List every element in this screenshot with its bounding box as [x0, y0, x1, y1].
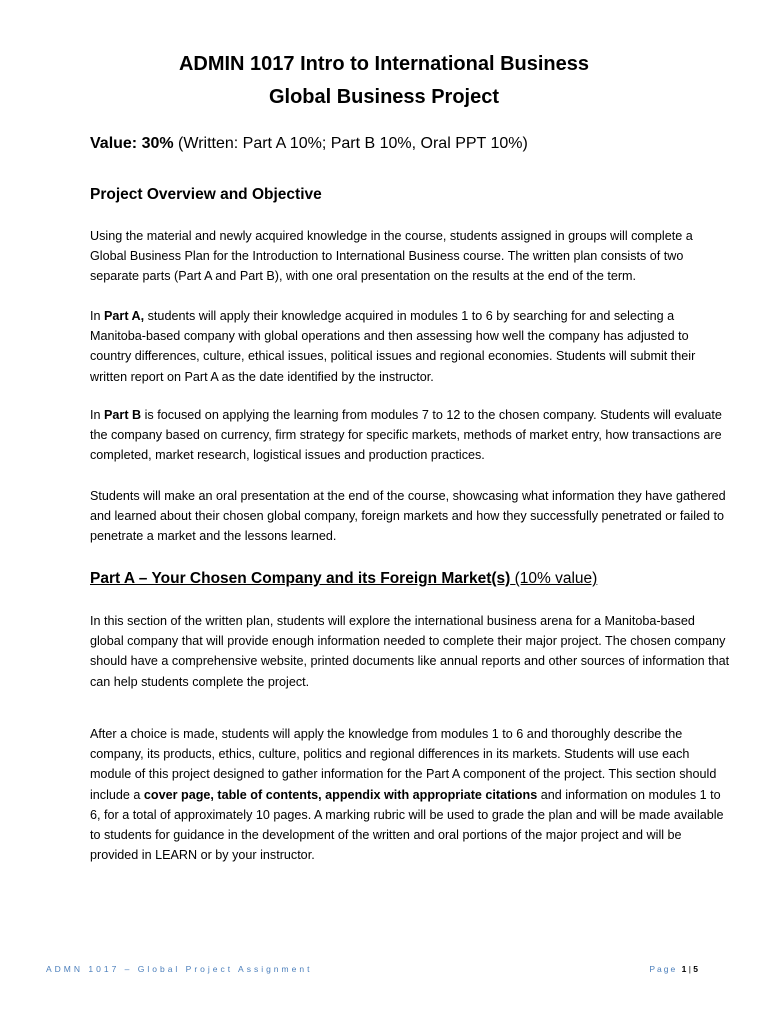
value-detail: (Written: Part A 10%; Part B 10%, Oral PPT 10%)	[173, 135, 528, 152]
page-footer	[46, 964, 698, 978]
overview-section	[90, 184, 730, 206]
overview-paragraph-2	[90, 306, 730, 387]
footer-page-current: 1	[681, 964, 687, 974]
overview-paragraph-1: Using the material and newly acquired knowledge in the course, students assigned in groups will complete a Global Business Plan for the Introduction to International Business course. The written plan consists of two separate parts (Part A and Part B), with one oral presentation on the results at the end of the term.	[90, 229, 693, 284]
part-a-para2-start: After a choice is made, students will apply the knowledge from modules 1 to 6 and thoroughly describe the company, its products, ethics, culture, politics and regional differences in its markets. Students will use each module of this project designed to gather information for the Part A component of the project. This section should include a	[90, 727, 717, 802]
part-a-heading	[90, 568, 730, 590]
footer-course-label: ADMN 1017 – Global Project Assignment	[46, 964, 313, 974]
document-title	[0, 48, 768, 114]
para2-rest: students will apply their knowledge acquired in modules 1 to 6 by searching for and selecting a Manitoba-based company with global operations and then assessing how well the company has adjusted to country differences, culture, ethical issues, political issues and regional economies. Students will submit their written report on Part A as the date identified by the instructor.	[90, 309, 696, 384]
part-a-paragraph-2	[90, 724, 730, 865]
footer-page-separator: |	[686, 964, 694, 974]
value-line	[90, 133, 730, 155]
part-a-heading-text: Part A – Your Chosen Company and its Foreign Market(s)	[90, 570, 511, 587]
part-a-para2-bold: cover page, table of contents, appendix with appropriate citations	[143, 787, 538, 802]
value-label: Value: 30%	[90, 135, 174, 152]
para2-bold: Part A,	[104, 309, 145, 323]
part-a-para2-end: and information on modules 1 to 6, for a total of approximately 10 pages. A marking rubric will be used to grade the plan and will be made available to students for guidance in the development of the written and oral portions of the major project and will be provided in LEARN or by your instructor.	[90, 787, 724, 863]
footer-page-label: Page	[649, 964, 682, 974]
part-a-heading-value: (10% value)	[510, 570, 598, 587]
para3-prefix: In	[90, 408, 105, 422]
title-line-2: Global Business Project	[268, 86, 500, 108]
para3-bold: Part B	[104, 408, 142, 422]
overview-paragraph-4: Students will make an oral presentation at the end of the course, showcasing what information they have gathered and learned about their chosen global company, foreign markets and how they successfully penetrated or failed to penetrate a market and the lessons learned.	[90, 489, 726, 544]
para3-rest: is focused on applying the learning from modules 7 to 12 to the chosen company. Students will evaluate the company based on currency, firm strategy for specific markets, methods of market entry, how transactions are completed, market research, logistical issues and production practices.	[90, 408, 722, 463]
footer-page-number	[649, 964, 698, 974]
para2-prefix: In	[90, 309, 105, 323]
part-a-paragraph-1: In this section of the written plan, students will explore the international business arena for a Manitoba-based global company that will provide enough information needed to complete their major project. The chosen company should have a comprehensive website, printed documents like annual reports and other sources of information that can help students complete the project.	[90, 614, 730, 689]
footer-page-total: 5	[693, 964, 698, 974]
overview-paragraph-3	[90, 405, 730, 466]
title-line-1: ADMIN 1017 Intro to International Business	[178, 53, 590, 75]
overview-heading: Project Overview and Objective	[90, 186, 322, 203]
